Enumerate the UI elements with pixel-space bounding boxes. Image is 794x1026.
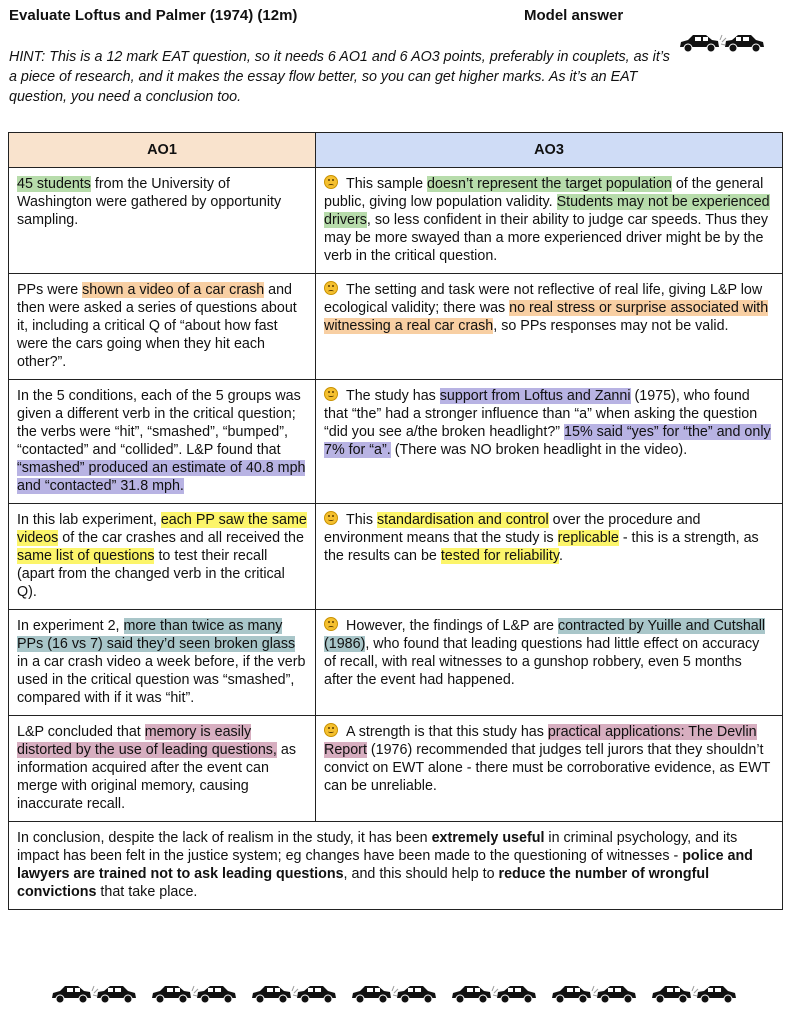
highlighted-text: shown a video of a car crash bbox=[82, 282, 265, 298]
highlighted-text: 15% said “yes” for “the” and only 7% for “a”. bbox=[324, 424, 771, 458]
text-segment: This bbox=[346, 512, 377, 528]
car-crash-icon bbox=[250, 983, 338, 1005]
ao1-cell bbox=[9, 274, 316, 380]
car-crash-icon bbox=[550, 983, 638, 1005]
text-segment: In conclusion, despite the lack of realism in the study, it has been bbox=[17, 830, 432, 846]
bold-text: extremely useful bbox=[431, 830, 545, 846]
conclusion-row bbox=[9, 822, 783, 910]
ao3-cell bbox=[316, 716, 783, 822]
text-segment: that take place. bbox=[96, 884, 198, 900]
text-segment: to test their recall (apart from the changed verb in the critical Q). bbox=[17, 548, 285, 600]
ao3-cell bbox=[316, 168, 783, 274]
highlighted-text: no real stress or surprise associated with witnessing a real car crash bbox=[324, 300, 769, 334]
text-segment: and then were asked a series of questions about it, including a critical Q of “about how fast were the cars going when they hit each other?”. bbox=[17, 282, 297, 370]
highlighted-text: same list of questions bbox=[17, 548, 155, 564]
page-title: Evaluate Loftus and Palmer (1974) (12m) bbox=[9, 7, 298, 24]
car-crash-icon bbox=[650, 983, 738, 1005]
table-row bbox=[9, 716, 783, 822]
ao3-header: AO3 bbox=[316, 133, 783, 168]
model-answer-label: Model answer bbox=[524, 7, 624, 24]
ao1-cell bbox=[9, 504, 316, 610]
text-segment: - this is a strength, as the results can be bbox=[324, 530, 759, 564]
highlighted-text: each PP saw the same videos bbox=[17, 512, 307, 546]
text-segment: In the 5 conditions, each of the 5 groups was given a different verb in the critical question; the verbs were “hit”, “smashed”, “bumped”, “contacted” and “collided”. L&P found that bbox=[17, 388, 301, 458]
sad-face-icon bbox=[324, 175, 338, 189]
highlighted-text: tested for reliability bbox=[440, 548, 559, 564]
text-segment: in a car crash video a week before, if the verb used in the critical question was “smashed”, compared with if it was “hit”. bbox=[17, 654, 306, 706]
essay-table bbox=[8, 132, 783, 910]
text-segment: of the general public, giving low population validity. bbox=[324, 176, 764, 210]
table-row bbox=[9, 610, 783, 716]
highlighted-text: practical applications: The Devlin Report bbox=[324, 724, 757, 758]
text-segment: in criminal psychology, and its impact has been felt in the justice system; eg changes have been made to the questioning of witnesses - bbox=[17, 830, 738, 864]
ao3-cell bbox=[316, 380, 783, 504]
highlighted-text: support from Loftus and Zanni bbox=[439, 388, 631, 404]
text-segment: from the University of Washington were gathered by opportunity sampling. bbox=[17, 176, 282, 228]
table-row bbox=[9, 380, 783, 504]
car-crash-icon bbox=[350, 983, 438, 1005]
text-segment: , and this should help to bbox=[343, 866, 499, 882]
table-row bbox=[9, 274, 783, 380]
bottom-car-row bbox=[50, 983, 738, 1005]
table-row bbox=[9, 168, 783, 274]
ao1-header: AO1 bbox=[9, 133, 316, 168]
ao1-cell bbox=[9, 168, 316, 274]
highlighted-text: replicable bbox=[557, 530, 619, 546]
ao1-cell bbox=[9, 610, 316, 716]
bold-text: reduce the number of wrongful convictions bbox=[17, 866, 710, 900]
text-segment: . bbox=[558, 548, 563, 564]
hint-text: HINT: This is a 12 mark EAT question, so it needs 6 AO1 and 6 AO3 points, preferably in couplets, as it’s a piece of research, and it makes the essay flow better, so you can get higher marks. As it’s an EAT question, you need a conclusion too. bbox=[9, 49, 670, 105]
car-crash-icon bbox=[678, 32, 766, 54]
text-segment: as information acquired after the event can merge with original memory, causing inaccurate recall. bbox=[17, 742, 296, 812]
text-segment: A strength is that this study has bbox=[346, 724, 548, 740]
text-segment: of the car crashes and all received the bbox=[58, 530, 304, 546]
text-segment: L&P concluded that bbox=[17, 724, 145, 740]
car-crash-icon bbox=[50, 983, 138, 1005]
text-segment: The study has bbox=[346, 388, 440, 404]
sad-face-icon bbox=[324, 617, 338, 631]
ao3-cell bbox=[316, 274, 783, 380]
sad-face-icon bbox=[324, 281, 338, 295]
conclusion-cell bbox=[9, 822, 783, 910]
text-segment: , so less confident in their ability to judge car speeds. Thus they may be more swayed than a more experienced driver might be by the verb in the critical question. bbox=[324, 212, 768, 264]
car-crash-icon bbox=[150, 983, 238, 1005]
text-segment: over the procedure and environment means that the study is bbox=[324, 512, 701, 546]
highlighted-text: doesn’t represent the target population bbox=[427, 176, 672, 192]
ao3-cell bbox=[316, 610, 783, 716]
ao3-cell bbox=[316, 504, 783, 610]
text-segment: The setting and task were not reflective of real life, giving L&P low ecological validity; there was bbox=[324, 282, 763, 316]
highlighted-text: more than twice as many PPs (16 vs 7) said they’d seen broken glass bbox=[17, 618, 296, 652]
highlighted-text: Students may not be experienced drivers bbox=[324, 194, 770, 228]
text-segment: , so PPs responses may not be valid. bbox=[493, 318, 729, 334]
ao1-cell bbox=[9, 380, 316, 504]
text-segment: (1976) recommended that judges tell jurors that they shouldn’t convict on EWT alone - there must be corroborative evidence, as EWT can be unreliable. bbox=[324, 742, 771, 794]
text-segment: PPs were bbox=[17, 282, 83, 298]
text-segment: (1975), who found that “the” had a stronger influence than “a” when asking the question “did you see a/the broken headlight?” bbox=[324, 388, 758, 440]
text-segment: However, the findings of L&P are bbox=[346, 618, 558, 634]
text-segment: This sample bbox=[346, 176, 428, 192]
table-row bbox=[9, 504, 783, 610]
ao1-cell bbox=[9, 716, 316, 822]
bold-text: police and lawyers are trained not to ask leading questions bbox=[17, 848, 753, 882]
highlighted-text: contracted by Yuille and Cutshall (1986) bbox=[324, 618, 766, 652]
highlighted-text: “smashed” produced an estimate of 40.8 mph and “contacted” 31.8 mph. bbox=[17, 460, 306, 494]
text-segment: In experiment 2, bbox=[17, 618, 124, 634]
smiley-face-icon bbox=[324, 511, 338, 525]
highlighted-text: 45 students bbox=[17, 176, 91, 192]
highlighted-text: memory is easily distorted by the use of leading questions, bbox=[17, 724, 277, 758]
text-segment: In this lab experiment, bbox=[17, 512, 161, 528]
smiley-face-icon bbox=[324, 723, 338, 737]
text-segment: (There was NO broken headlight in the video). bbox=[390, 442, 688, 458]
car-crash-icon bbox=[450, 983, 538, 1005]
highlighted-text: standardisation and control bbox=[376, 512, 549, 528]
text-segment: , who found that leading questions had little effect on accuracy of recall, with real witnesses to a gunshop robbery, even 5 months after the event had happened. bbox=[324, 636, 760, 688]
smiley-face-icon bbox=[324, 387, 338, 401]
